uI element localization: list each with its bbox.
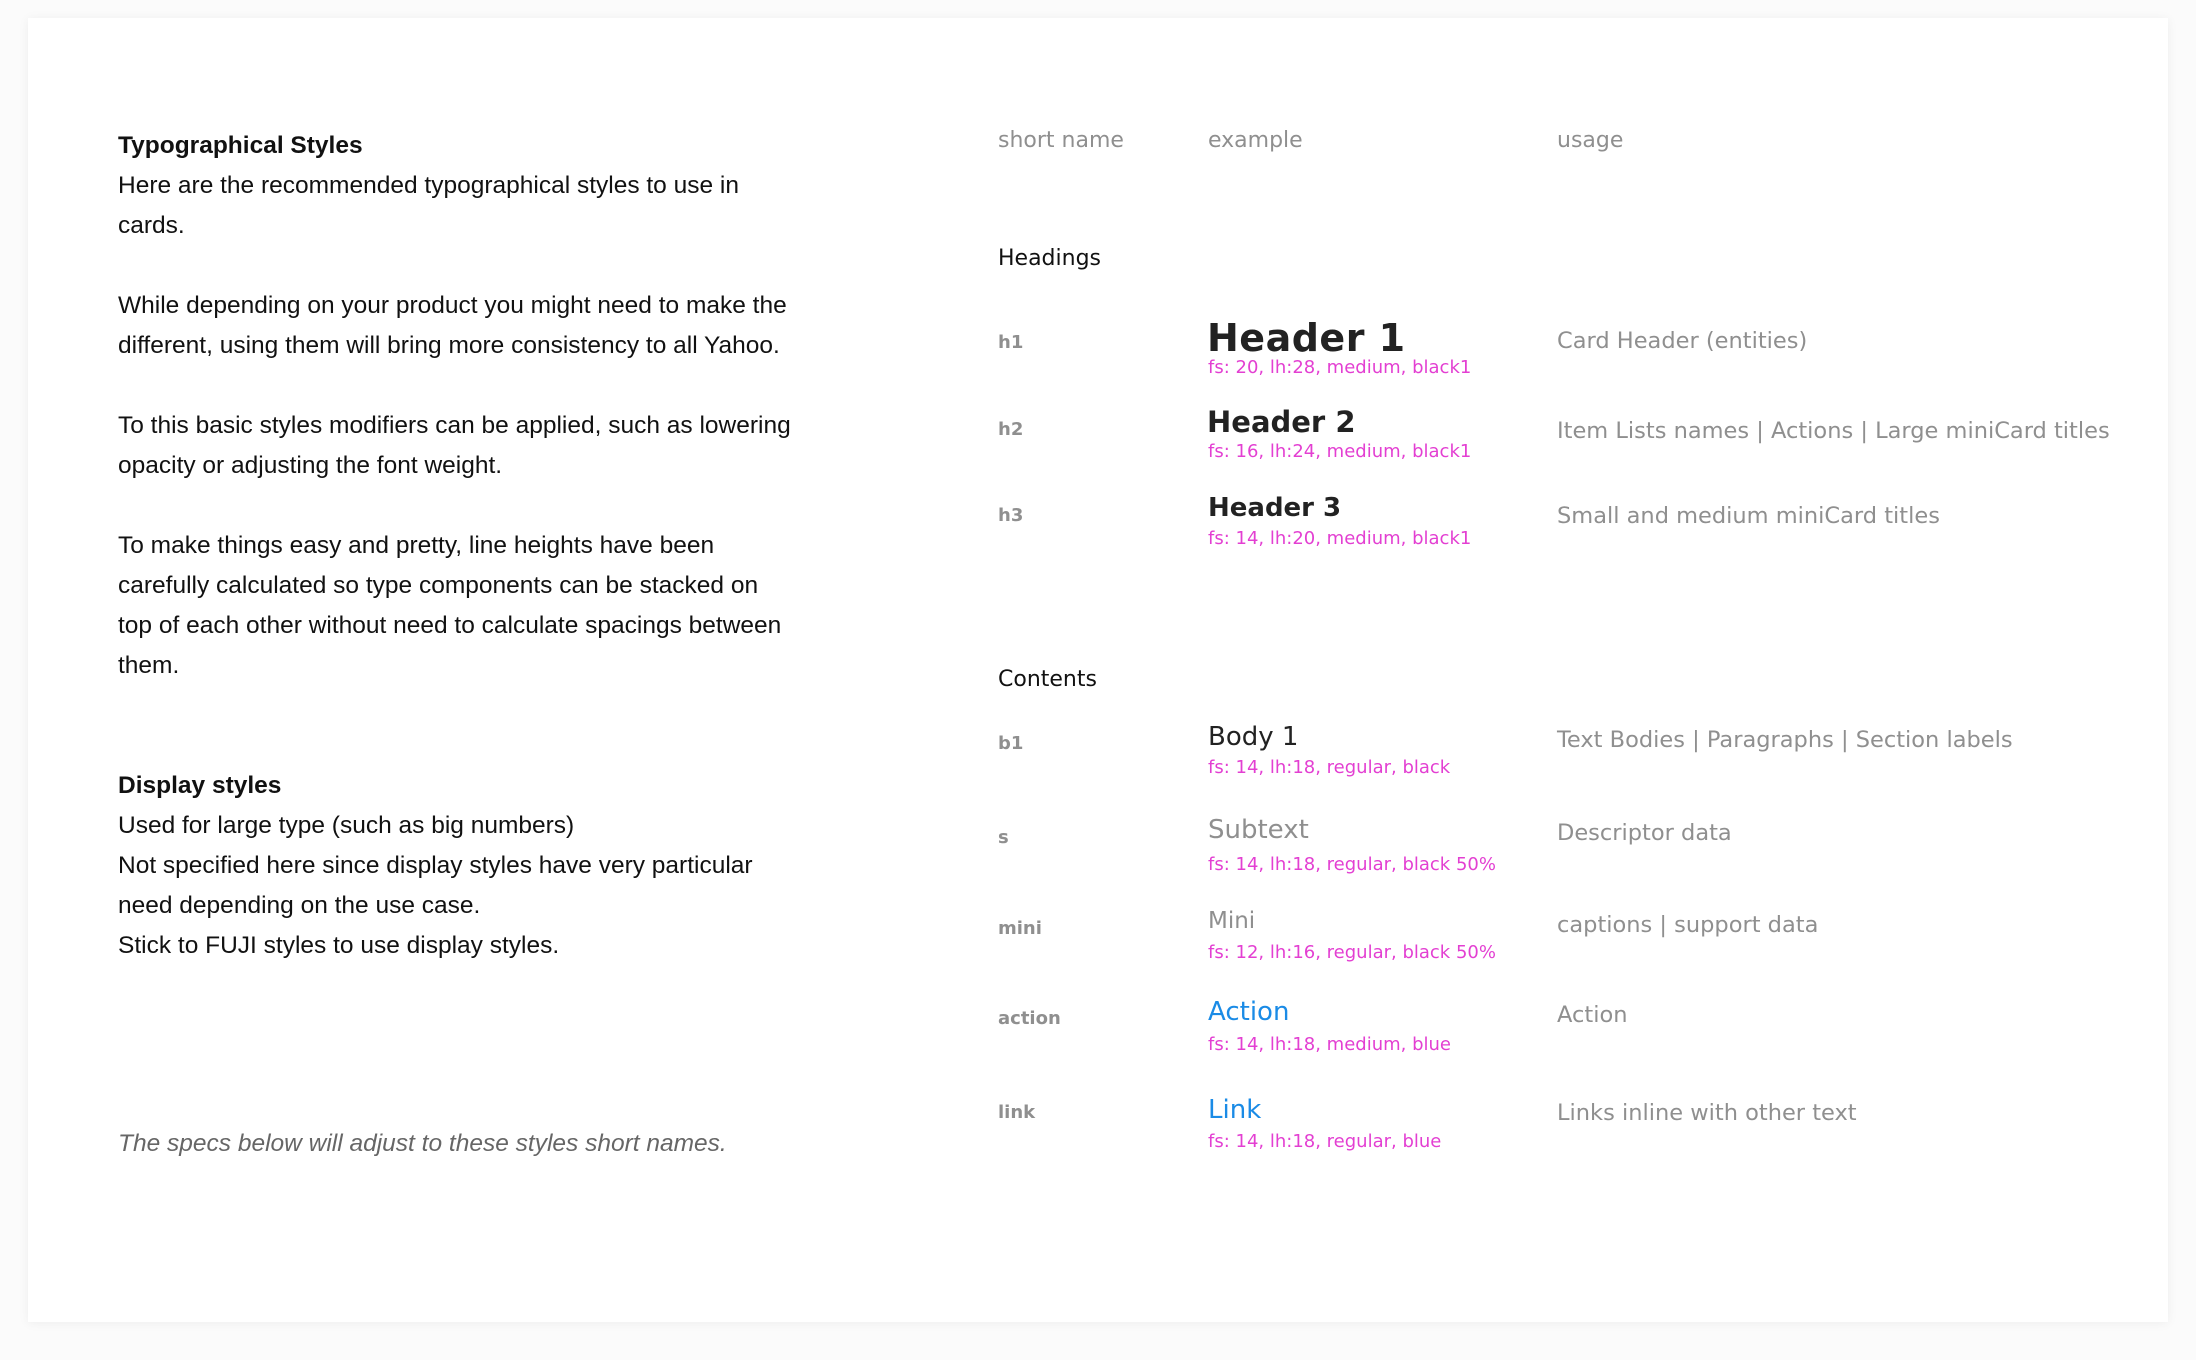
usage-h1: Card Header (entities)	[1557, 328, 1808, 354]
short-name-h1: h1	[998, 332, 1024, 353]
short-name-action: action	[998, 1008, 1061, 1029]
usage-h2: Item Lists names | Actions | Large miniCard titles	[1557, 418, 2110, 444]
column-header-usage: usage	[1557, 128, 1624, 153]
section-label-contents: Contents	[998, 667, 1097, 692]
short-name-link: link	[998, 1102, 1036, 1123]
example-header-1: Header 1	[1207, 316, 1406, 360]
intro-paragraph-3: To this basic styles modifiers can be applied, such as lowering opacity or adjusting the font weight.	[118, 412, 791, 479]
footnote: The specs below will adjust to these styles short names.	[118, 1130, 727, 1157]
spec-action: fs: 14, lh:18, medium, blue	[1208, 1034, 1451, 1055]
usage-link: Links inline with other text	[1557, 1100, 1857, 1126]
example-subtext: Subtext	[1208, 815, 1309, 845]
usage-s: Descriptor data	[1557, 820, 1732, 846]
section-label-headings: Headings	[998, 246, 1102, 271]
example-header-2: Header 2	[1207, 405, 1356, 439]
intro-title: Typographical Styles	[118, 132, 363, 159]
spec-s: fs: 14, lh:18, regular, black 50%	[1208, 854, 1496, 875]
display-line-1: Used for large type (such as big numbers)	[118, 812, 575, 839]
short-name-mini: mini	[998, 918, 1042, 939]
example-header-3: Header 3	[1208, 493, 1342, 523]
usage-action: Action	[1557, 1002, 1628, 1028]
usage-b1: Text Bodies | Paragraphs | Section labels	[1557, 727, 2013, 753]
spec-mini: fs: 12, lh:16, regular, black 50%	[1208, 942, 1496, 963]
display-line-2: Not specified here since display styles have very particular need depending on the use case.	[118, 852, 753, 919]
example-action[interactable]: Action	[1208, 997, 1290, 1027]
intro-panel	[118, 126, 798, 966]
usage-h3: Small and medium miniCard titles	[1557, 503, 1940, 529]
display-title: Display styles	[118, 772, 282, 799]
column-header-example: example	[1208, 128, 1303, 153]
spec-link: fs: 14, lh:18, regular, blue	[1208, 1131, 1442, 1152]
spec-h2: fs: 16, lh:24, medium, black1	[1208, 441, 1472, 462]
spec-h3: fs: 14, lh:20, medium, black1	[1208, 528, 1472, 549]
short-name-h2: h2	[998, 419, 1024, 440]
intro-paragraph-1: Here are the recommended typographical styles to use in cards.	[118, 172, 739, 239]
example-mini: Mini	[1208, 908, 1256, 934]
short-name-b1: b1	[998, 733, 1024, 754]
column-header-short-name: short name	[998, 128, 1124, 153]
intro-paragraph-4: To make things easy and pretty, line heights have been carefully calculated so type components can be stacked on top of each other without need to calculate spacings between them.	[118, 532, 782, 679]
example-body-1: Body 1	[1208, 722, 1299, 752]
short-name-h3: h3	[998, 505, 1024, 526]
spec-b1: fs: 14, lh:18, regular, black	[1208, 757, 1451, 778]
usage-mini: captions | support data	[1557, 912, 1819, 938]
display-line-3: Stick to FUJI styles to use display styles.	[118, 932, 560, 959]
example-link[interactable]: Link	[1208, 1095, 1262, 1125]
short-name-s: s	[998, 827, 1009, 848]
intro-paragraph-2: While depending on your product you might need to make the different, using them will bring more consistency to all Yahoo.	[118, 292, 787, 359]
spec-h1: fs: 20, lh:28, medium, black1	[1208, 357, 1472, 378]
